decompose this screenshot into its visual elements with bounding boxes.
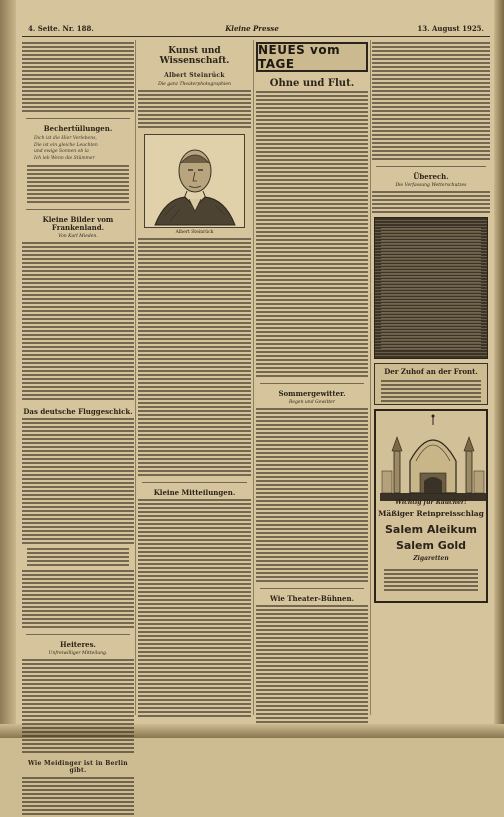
section-byline: Regen und Gewitter <box>288 400 335 406</box>
product-type: Zigaretten <box>413 555 449 563</box>
divider <box>26 634 130 635</box>
ad-title: Der Zuhof an der Front. <box>384 367 478 377</box>
article-text <box>256 605 368 725</box>
column-1 <box>22 40 134 775</box>
section-heading: Wie Meidinger ist in Berlin gibt. <box>28 760 128 775</box>
brand-name-gold: Salem Gold <box>395 539 467 553</box>
mosque-icon <box>376 411 490 501</box>
article-text <box>22 777 134 817</box>
article-text <box>22 242 134 402</box>
poem-line: und ewige Sonnen ob la <box>34 149 89 155</box>
ad-text-block <box>381 226 481 350</box>
article-text <box>256 408 368 584</box>
header-rule <box>22 36 490 37</box>
poem-title: Bechertüllungen. <box>43 124 113 133</box>
article-text <box>256 91 368 379</box>
portrait-illustration <box>144 134 245 228</box>
column-4 <box>372 40 490 715</box>
article-text <box>372 191 490 213</box>
divider <box>260 383 364 384</box>
ad-subtitle: Mäßiger Reinpreisschlag <box>378 509 484 519</box>
column-3 <box>256 40 368 715</box>
article-text <box>372 42 490 162</box>
article-text <box>138 499 251 719</box>
poem-text <box>27 165 129 205</box>
column-rule-2 <box>253 40 254 715</box>
article-text <box>22 418 134 546</box>
poem <box>34 136 122 162</box>
article-text <box>22 42 134 114</box>
issue-date: 13. August 1925. <box>417 24 484 33</box>
news-masthead: NEUES vom TAGE <box>256 42 368 72</box>
section-byline: Von Karl Mieden. <box>58 234 98 240</box>
section-byline: Unfreiwilliger Mitteilung. <box>48 651 108 657</box>
column-rule-3 <box>370 40 371 715</box>
section-heading: Überech. <box>413 172 449 181</box>
section-heading: Wie Theater-Bühnen. <box>269 594 355 604</box>
section-heading: Heiteres. <box>60 640 96 650</box>
page-right-edge <box>494 0 504 738</box>
section-heading: Kunst und Wissenschaft. <box>159 46 230 67</box>
section-heading: Das deutsche Fluggeschick. <box>23 407 133 417</box>
ad-fine-print <box>384 569 478 591</box>
poem-line: Dich ist die Hier Verlebens, <box>34 136 97 142</box>
verse-text <box>27 548 129 568</box>
divider <box>260 588 364 589</box>
portrait-caption: Albert Steinrück <box>175 229 214 235</box>
page-left-edge <box>0 0 16 738</box>
divider <box>376 166 486 167</box>
article-subheading: Die ganz Theaterphotographien <box>158 81 231 87</box>
portrait-drawing <box>145 135 244 225</box>
article-text <box>138 238 251 478</box>
paper-title: Kleine Presse <box>225 24 279 33</box>
section-heading: Kleine Bilder vom Frankenland. <box>42 215 114 233</box>
section-byline: Die Verfassung Wetterschutzes <box>395 183 467 189</box>
section-heading: Kleine Mitteilungen. <box>153 487 236 497</box>
brand-name: Salem Aleikum <box>385 523 477 537</box>
divider <box>26 118 130 119</box>
section-heading: Sommergewitter. <box>278 389 346 398</box>
poem-line: Ich leb Wenn die Stümmer <box>34 155 95 161</box>
article-text <box>138 90 251 130</box>
advertisement-dark <box>374 217 488 359</box>
page-number: 4. Seite. Nr. 188. <box>28 24 94 33</box>
ad-text <box>381 380 481 402</box>
advertisement-box <box>374 363 488 405</box>
divider <box>142 482 247 483</box>
article-subtitle: Albert Steinrück <box>164 71 225 79</box>
cigarette-advertisement <box>374 409 488 603</box>
poem-line: Die ist ein gleiche Leuchten <box>34 142 98 148</box>
column-rule-1 <box>135 40 136 715</box>
column-2 <box>138 40 251 715</box>
ad-tagline: Wichtig für Raucher! <box>395 499 467 507</box>
section-heading: Ohne und Flut. <box>269 78 355 89</box>
article-text <box>22 570 134 630</box>
divider <box>26 209 130 210</box>
article-text <box>22 659 134 755</box>
